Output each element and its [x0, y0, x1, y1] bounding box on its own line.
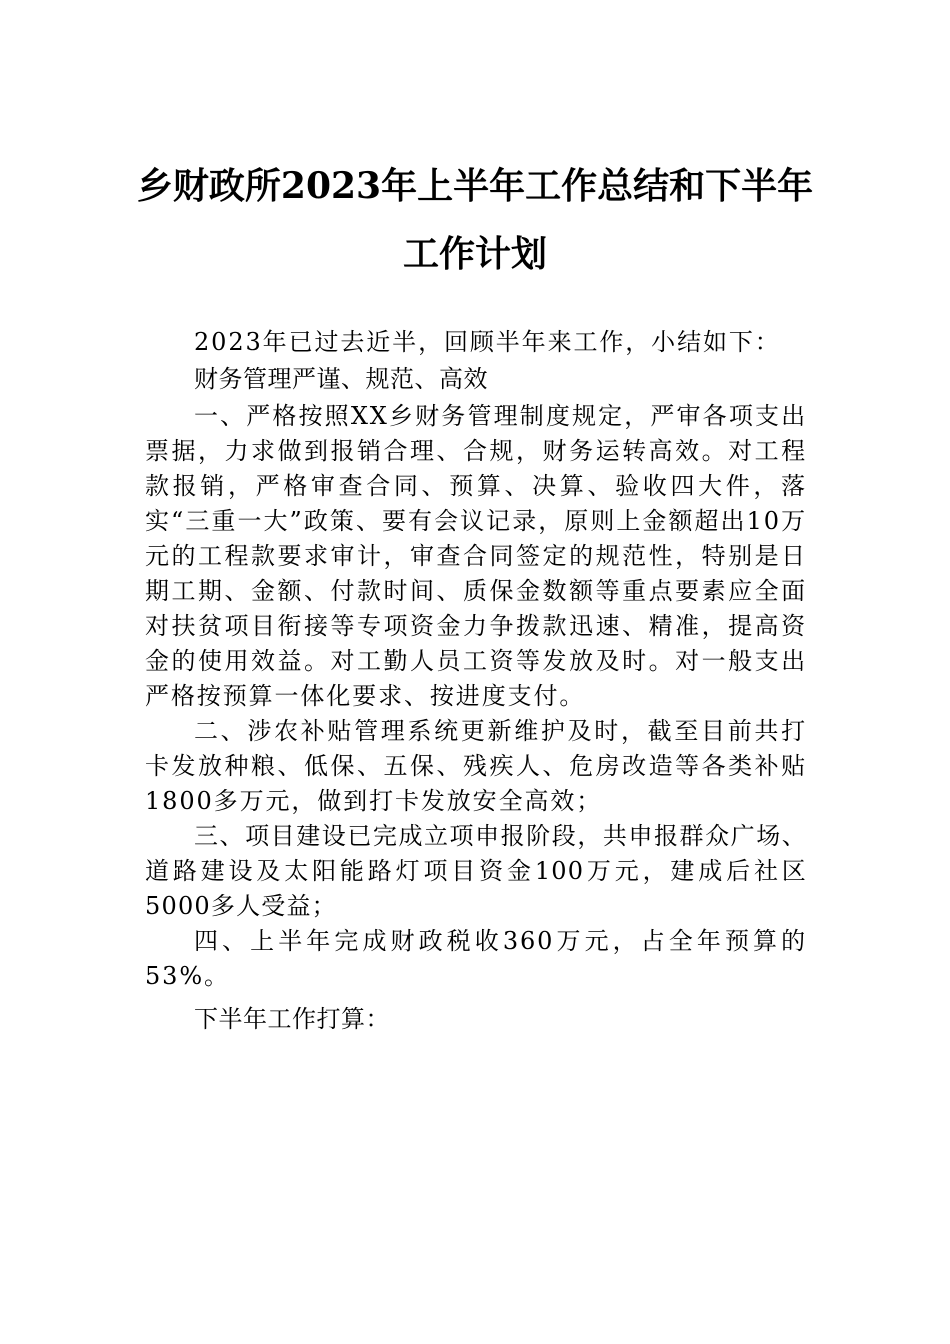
document-body — [145, 325, 807, 1039]
paragraph-3: 三、项目建设已完成立项申报阶段，共申报群众广场、道路建设及太阳能路灯项目资金100万元，建成后社区5000多人受益； — [145, 822, 807, 920]
paragraph-2: 二、涉农补贴管理系统更新维护及时，截至目前共打卡发放种粮、低保、五保、残疾人、危房改造等各类补贴1800多万元，做到打卡发放安全高效； — [145, 717, 807, 815]
document-title-line-2: 工作计划 — [402, 233, 547, 275]
intro-paragraph: 2023年已过去近半，回顾半年来工作，小结如下： — [194, 328, 781, 356]
section-heading: 财务管理严谨、规范、高效 — [194, 365, 488, 393]
paragraph-4: 四、上半年完成财政税收360万元，占全年预算的53%。 — [145, 927, 807, 990]
next-half-heading: 下半年工作打算： — [194, 1005, 390, 1033]
document-title-line-1: 乡财政所2023年上半年工作总结和下半年 — [136, 165, 814, 207]
paragraph-1: 一、严格按照XX乡财务管理制度规定，严审各项支出票据，力求做到报销合理、合规，财务运转高效。对工程款报销，严格审查合同、预算、决算、验收四大件，落实“三重一大”政策、要有会议记录，原则上金额超出10万元的工程款要求审计，审查合同签定的规范性，特别是日期工期、金额、付款时间、质保金数额等重点要素应全面对扶贫项目衔接等专项资金力争拨款迅速、精准，提高资金的使用效益。对工勤人员工资等发放及时。对一般支出严格按预算一体化要求、按进度支付。 — [145, 402, 807, 710]
